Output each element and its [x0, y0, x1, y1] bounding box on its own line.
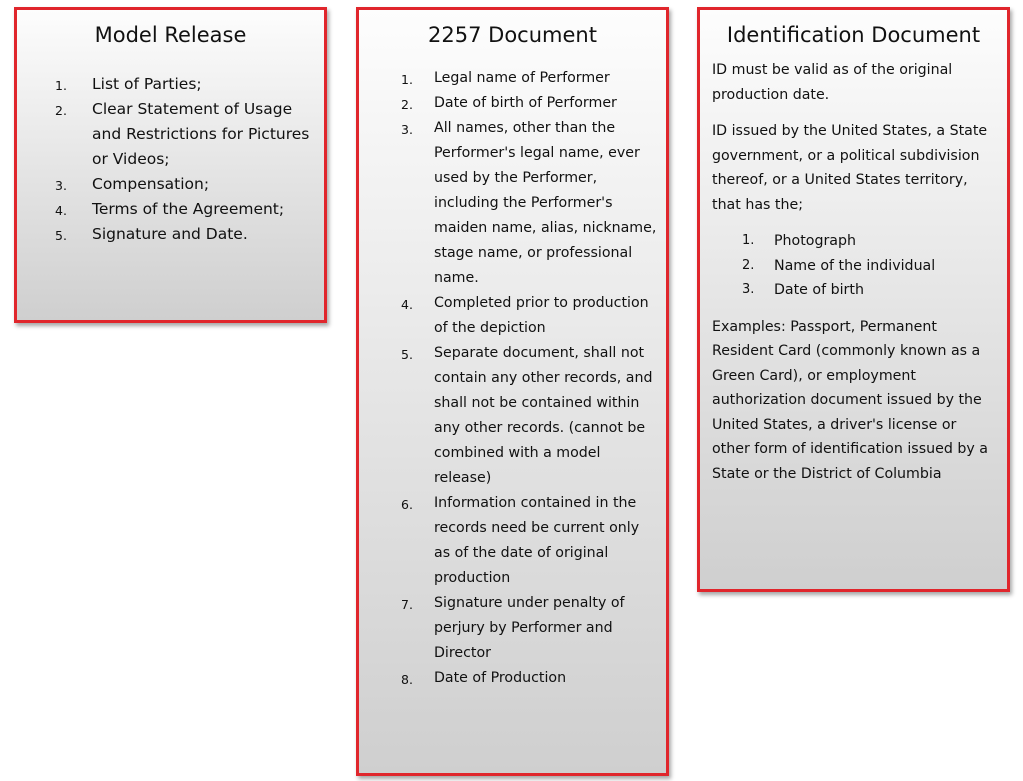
model-release-title: Model Release: [94, 23, 247, 47]
list-item: 3. Compensation;: [55, 175, 210, 193]
list-item: 4. Terms of the Agreement;: [55, 200, 285, 218]
list-item: 5. Signature and Date.: [55, 225, 248, 243]
id-examples-text: Examples: Passport, Permanent Resident Card (commonly known as a Green Card), or employment authorization document issued by the United States, a driver's license or other form of identification issued by a State or the District of Columbia: [712, 318, 988, 482]
identification-document-box: [697, 7, 1010, 592]
list-item: 4. Completed prior to production of the depiction: [401, 295, 649, 336]
document-2257-list: [401, 66, 659, 691]
list-item: 3. Date of birth: [742, 282, 864, 298]
list-item: 3. All names, other than the Performer's legal name, ever used by the Performer, including the Performer's maiden name, alias, nickname, stage name, or professional name.: [401, 120, 657, 286]
list-item: 6. Information contained in the records need be current only as of the date of original production: [401, 495, 640, 586]
document-2257-box: [356, 7, 669, 776]
list-item: 5. Separate document, shall not contain any other records, and shall not be contained within any other records. (cannot be combined with a model release): [401, 345, 653, 486]
document-2257-title: 2257 Document: [428, 23, 597, 47]
list-item: 2. Date of birth of Performer: [401, 95, 617, 112]
list-item: 2. Clear Statement of Usage and Restrictions for Pictures or Videos;: [55, 100, 310, 168]
model-release-list: [55, 72, 317, 247]
list-item: 2. Name of the individual: [742, 257, 936, 274]
identification-document-body: [700, 58, 1007, 486]
list-item: 1. Photograph: [742, 233, 857, 249]
list-item: 8. Date of Production: [401, 670, 567, 687]
list-item: 7. Signature under penalty of perjury by Performer and Director: [401, 595, 625, 661]
id-requirements-list: [742, 229, 995, 303]
identification-document-title: Identification Document: [726, 23, 981, 47]
id-issuer-text: ID issued by the United States, a State government, or a political subdivision thereof, or a United States territory, that has the;: [712, 123, 988, 213]
list-item: 1. List of Parties;: [55, 75, 202, 93]
id-validity-text: ID must be valid as of the original production date.: [712, 62, 953, 103]
model-release-box: [14, 7, 327, 323]
list-item: 1. Legal name of Performer: [401, 70, 610, 87]
